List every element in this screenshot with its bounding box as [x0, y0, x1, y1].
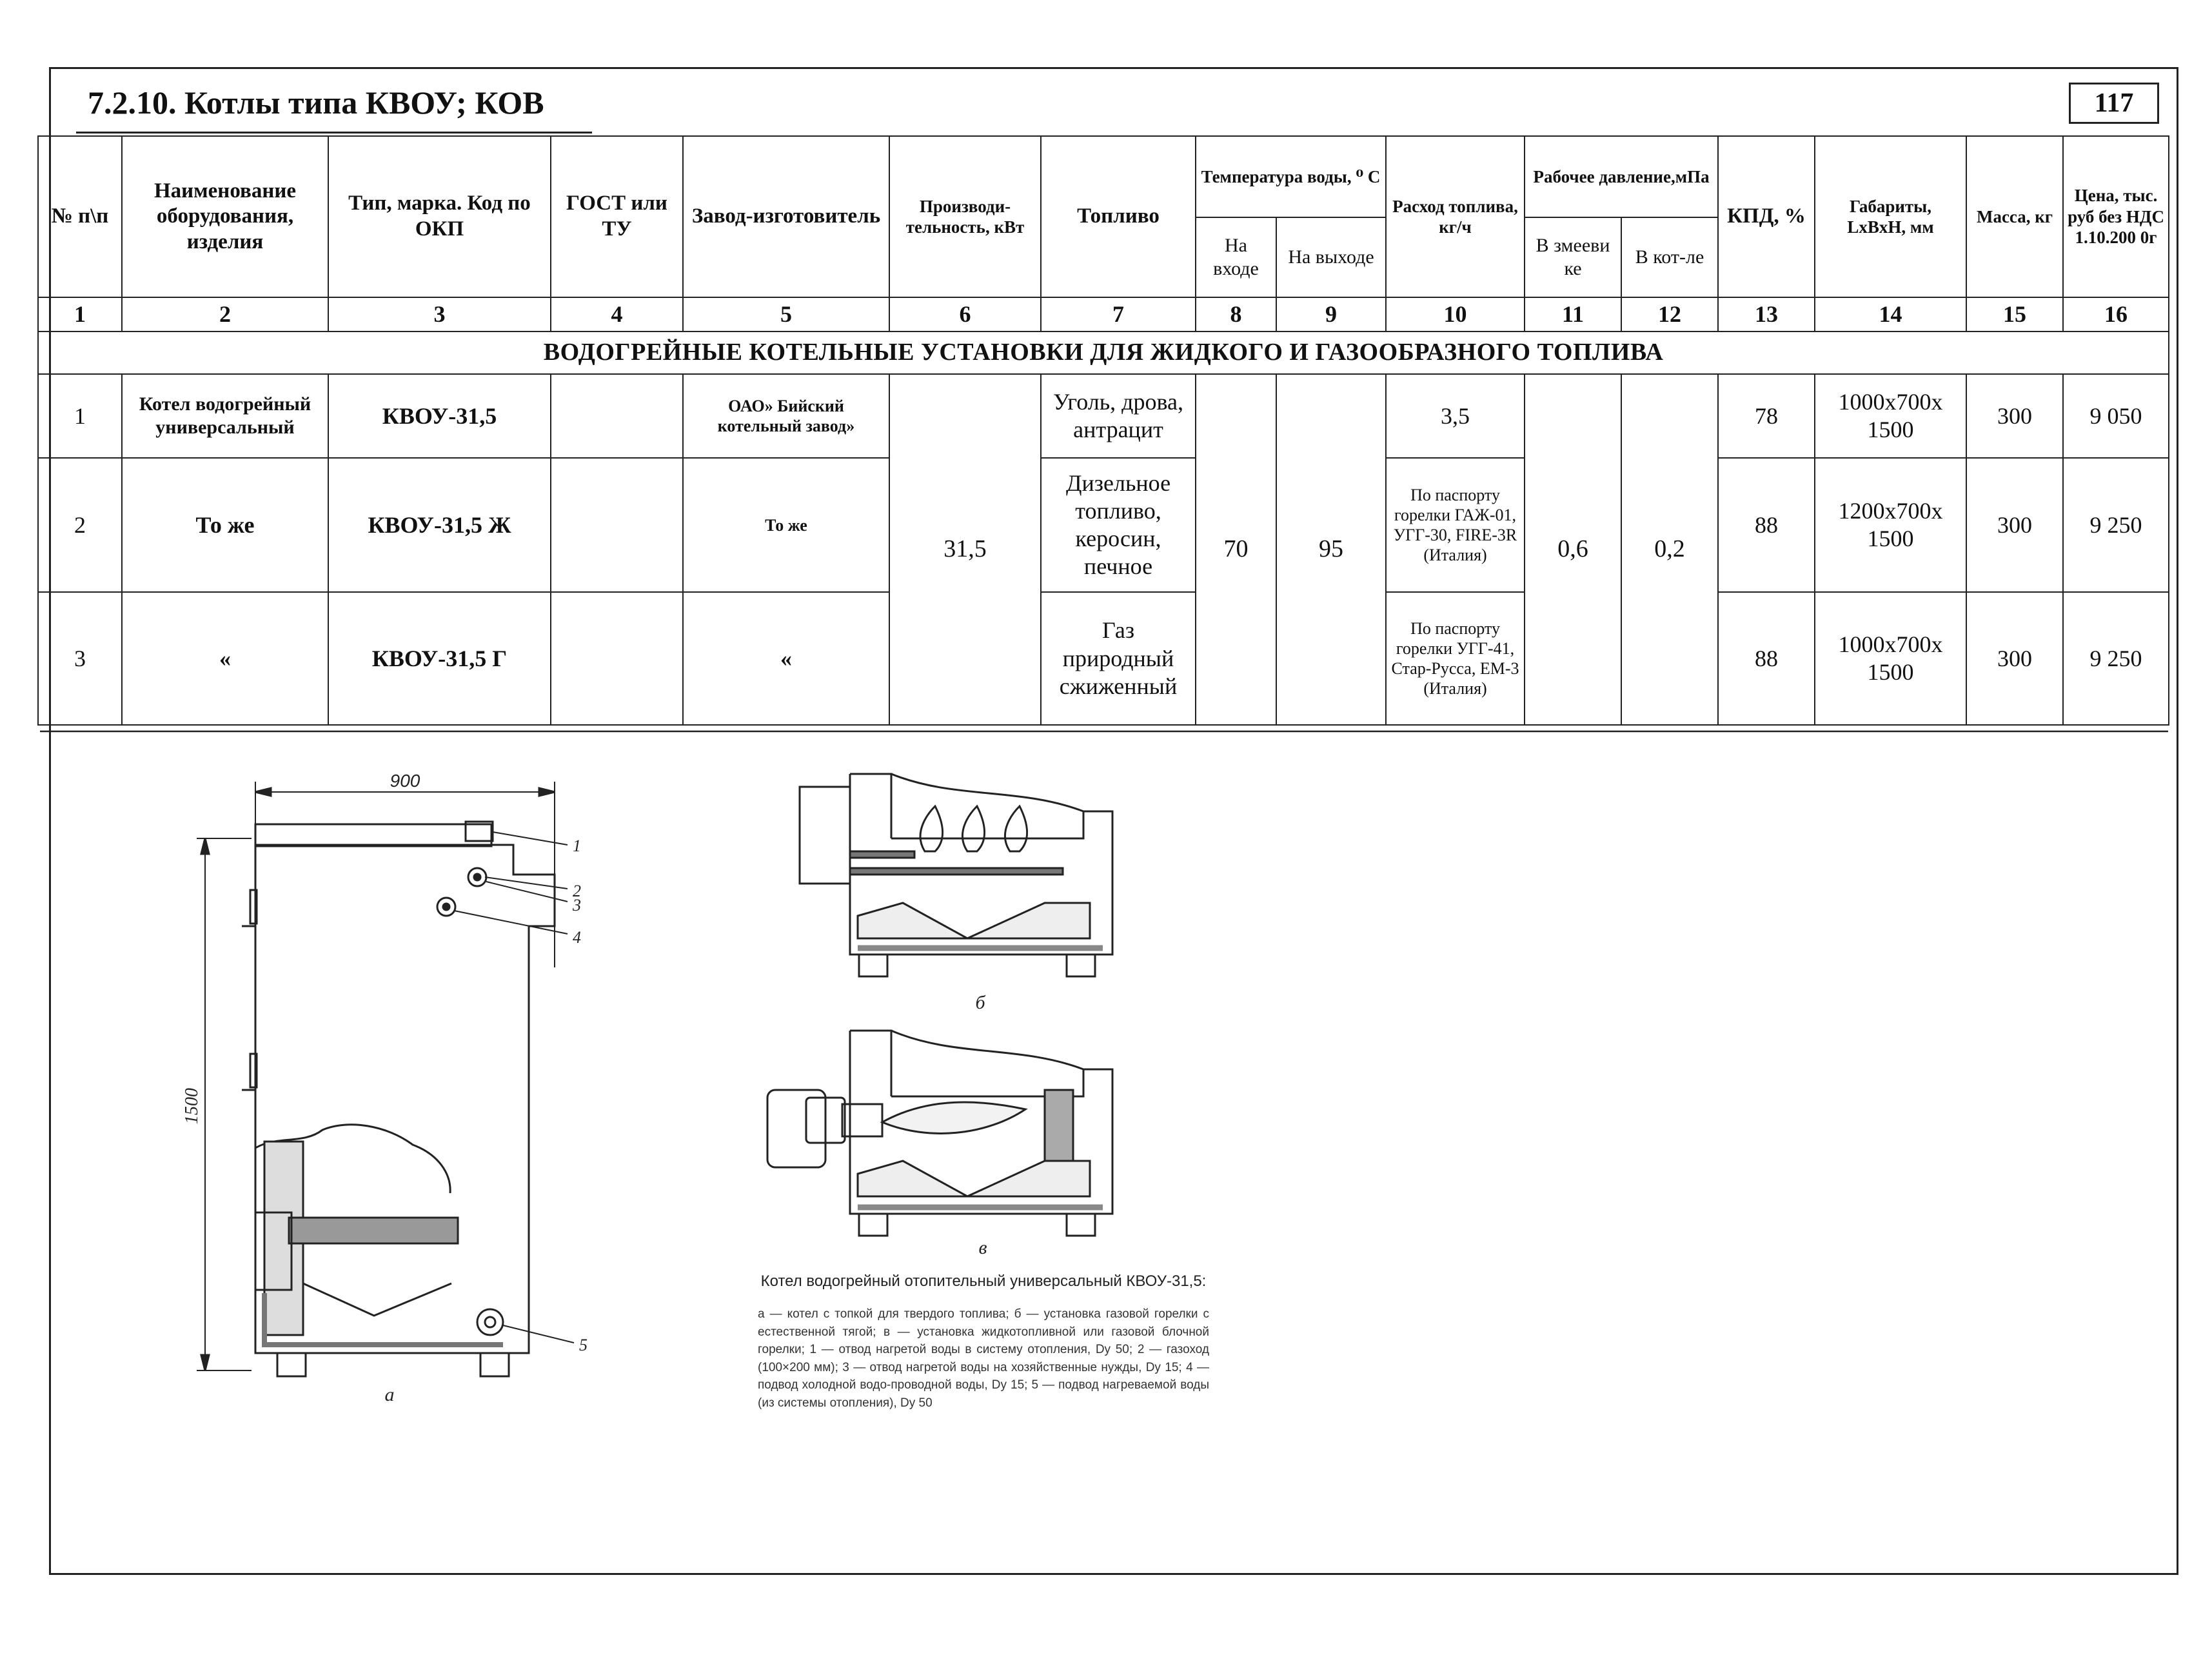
cell-name: « [122, 592, 328, 725]
cell-no: 3 [38, 592, 122, 725]
cell-type: КВОУ-31,5 Г [328, 592, 551, 725]
cell-price: 9 250 [2063, 458, 2169, 592]
cell-maker: ОАО» Бийский котельный завод» [683, 374, 889, 458]
header-maker: Завод-изготовитель [683, 136, 889, 297]
header-temp-out: На выходе [1276, 217, 1386, 297]
table-row [38, 374, 2169, 458]
cell-consumption: По паспорту горелки ГАЖ-01, УГГ-30, FIRE-3R (Италия) [1386, 458, 1525, 592]
col-number: 10 [1386, 297, 1525, 331]
cell-consumption: По паспорту горелки УГГ-41, Стар-Русса, ЕМ-3 (Италия) [1386, 592, 1525, 725]
cell-dimensions: 1000x700x 1500 [1815, 374, 1966, 458]
cell-gost [551, 592, 683, 725]
table-row [38, 592, 2169, 725]
title-underline [76, 132, 592, 134]
header-consumption: Расход топлива, кг/ч [1386, 136, 1525, 297]
header-price: Цена, тыс. руб без НДС 1.10.200 0г [2063, 136, 2169, 297]
cell-price: 9 050 [2063, 374, 2169, 458]
callout-2: 2 [573, 882, 581, 900]
header-pressure: Рабочее давление,мПа [1525, 136, 1718, 217]
col-number: 14 [1815, 297, 1966, 331]
cell-mass: 300 [1966, 592, 2063, 725]
col-number: 3 [328, 297, 551, 331]
header-fuel: Топливо [1041, 136, 1196, 297]
cell-gost [551, 458, 683, 592]
dim-width-label: 900 [390, 771, 420, 791]
cell-consumption: 3,5 [1386, 374, 1525, 458]
col-number: 6 [889, 297, 1041, 331]
header-mass: Масса, кг [1966, 136, 2063, 297]
col-number: 12 [1621, 297, 1718, 331]
cell-type: КВОУ-31,5 Ж [328, 458, 551, 592]
cell-name: То же [122, 458, 328, 592]
header-no: № п\п [38, 136, 122, 297]
col-number: 15 [1966, 297, 2063, 331]
cell-mass: 300 [1966, 458, 2063, 592]
cell-capacity: 31,5 [889, 374, 1041, 725]
section-title: 7.2.10. Котлы типа КВОУ; КОВ [88, 84, 544, 121]
col-number: 1 [38, 297, 122, 331]
cell-type: КВОУ-31,5 [328, 374, 551, 458]
caption-title: Котел водогрейный отопительный универсальный КВОУ-31,5: [760, 1272, 1207, 1290]
cell-dimensions: 1200x700x 1500 [1815, 458, 1966, 592]
col-number: 5 [683, 297, 889, 331]
col-number: 7 [1041, 297, 1196, 331]
header-efficiency: КПД, % [1718, 136, 1815, 297]
cell-efficiency: 88 [1718, 458, 1815, 592]
cell-maker: « [683, 592, 889, 725]
page-number: 117 [2069, 83, 2159, 124]
header-type: Тип, марка. Код по ОКП [328, 136, 551, 297]
equipment-table [37, 135, 2169, 726]
label-v: в [978, 1237, 987, 1258]
callout-4: 4 [573, 928, 581, 947]
cell-temp-out: 95 [1276, 374, 1386, 725]
cell-efficiency: 88 [1718, 592, 1815, 725]
header-capacity: Производи-тельность, кВт [889, 136, 1041, 297]
header-temperature: Температура воды, ⁰ С [1196, 136, 1386, 217]
cell-price: 9 250 [2063, 592, 2169, 725]
cell-pressure-coil: 0,6 [1525, 374, 1621, 725]
cell-efficiency: 78 [1718, 374, 1815, 458]
cell-pressure-boiler: 0,2 [1621, 374, 1718, 725]
cell-dimensions: 1000x700x 1500 [1815, 592, 1966, 725]
cell-name: Котел водогрейный универсальный [122, 374, 328, 458]
cell-maker: То же [683, 458, 889, 592]
col-number: 11 [1525, 297, 1621, 331]
header-pressure-boiler: В кот-ле [1621, 217, 1718, 297]
callout-1: 1 [573, 836, 581, 855]
header-name: Наименование оборудования, изделия [122, 136, 328, 297]
cell-gost [551, 374, 683, 458]
col-number: 16 [2063, 297, 2169, 331]
callout-3: 3 [573, 896, 581, 915]
col-number: 9 [1276, 297, 1386, 331]
cell-no: 2 [38, 458, 122, 592]
header-temp-in: На входе [1196, 217, 1276, 297]
cell-no: 1 [38, 374, 122, 458]
cell-fuel: Газ природный сжиженный [1041, 592, 1196, 725]
caption-legend: а — котел с топкой для твердого топлива; б — установка газовой горелки с естественной тягой; в — установка жидкотопливной или газовой блочной горелки; 1 — отвод нагретой воды в систему отопления, Dy 50; 2 — газоход (100×200 мм); 3 — отвод нагретой воды на хозяйственные нужды, Dy 15; 4 — подвод холодной водо-проводной воды, Dy 15; 5 — подвод нагреваемой воды (из системы отопления), Dy 50 [758, 1307, 1209, 1410]
cell-temp-in: 70 [1196, 374, 1276, 725]
table-row [38, 458, 2169, 592]
cell-fuel: Дизельное топливо, керосин, печное [1041, 458, 1196, 592]
header-dimensions: Габариты, LxBxH, мм [1815, 136, 1966, 297]
label-b: б [975, 992, 985, 1013]
section-heading: ВОДОГРЕЙНЫЕ КОТЕЛЬНЫЕ УСТАНОВКИ ДЛЯ ЖИДКОГО И ГАЗООБРАЗНОГО ТОПЛИВА [38, 331, 2169, 374]
callout-5: 5 [579, 1336, 588, 1354]
figure-caption [758, 1272, 1209, 1412]
cell-fuel: Уголь, дрова, антрацит [1041, 374, 1196, 458]
cell-mass: 300 [1966, 374, 2063, 458]
col-number: 2 [122, 297, 328, 331]
header-pressure-coil: В змееви ке [1525, 217, 1621, 297]
col-number: 4 [551, 297, 683, 331]
col-number: 13 [1718, 297, 1815, 331]
col-number: 8 [1196, 297, 1276, 331]
dim-height-label: 1500 [182, 1088, 202, 1124]
label-a: а [384, 1384, 395, 1405]
header-gost: ГОСТ или ТУ [551, 136, 683, 297]
